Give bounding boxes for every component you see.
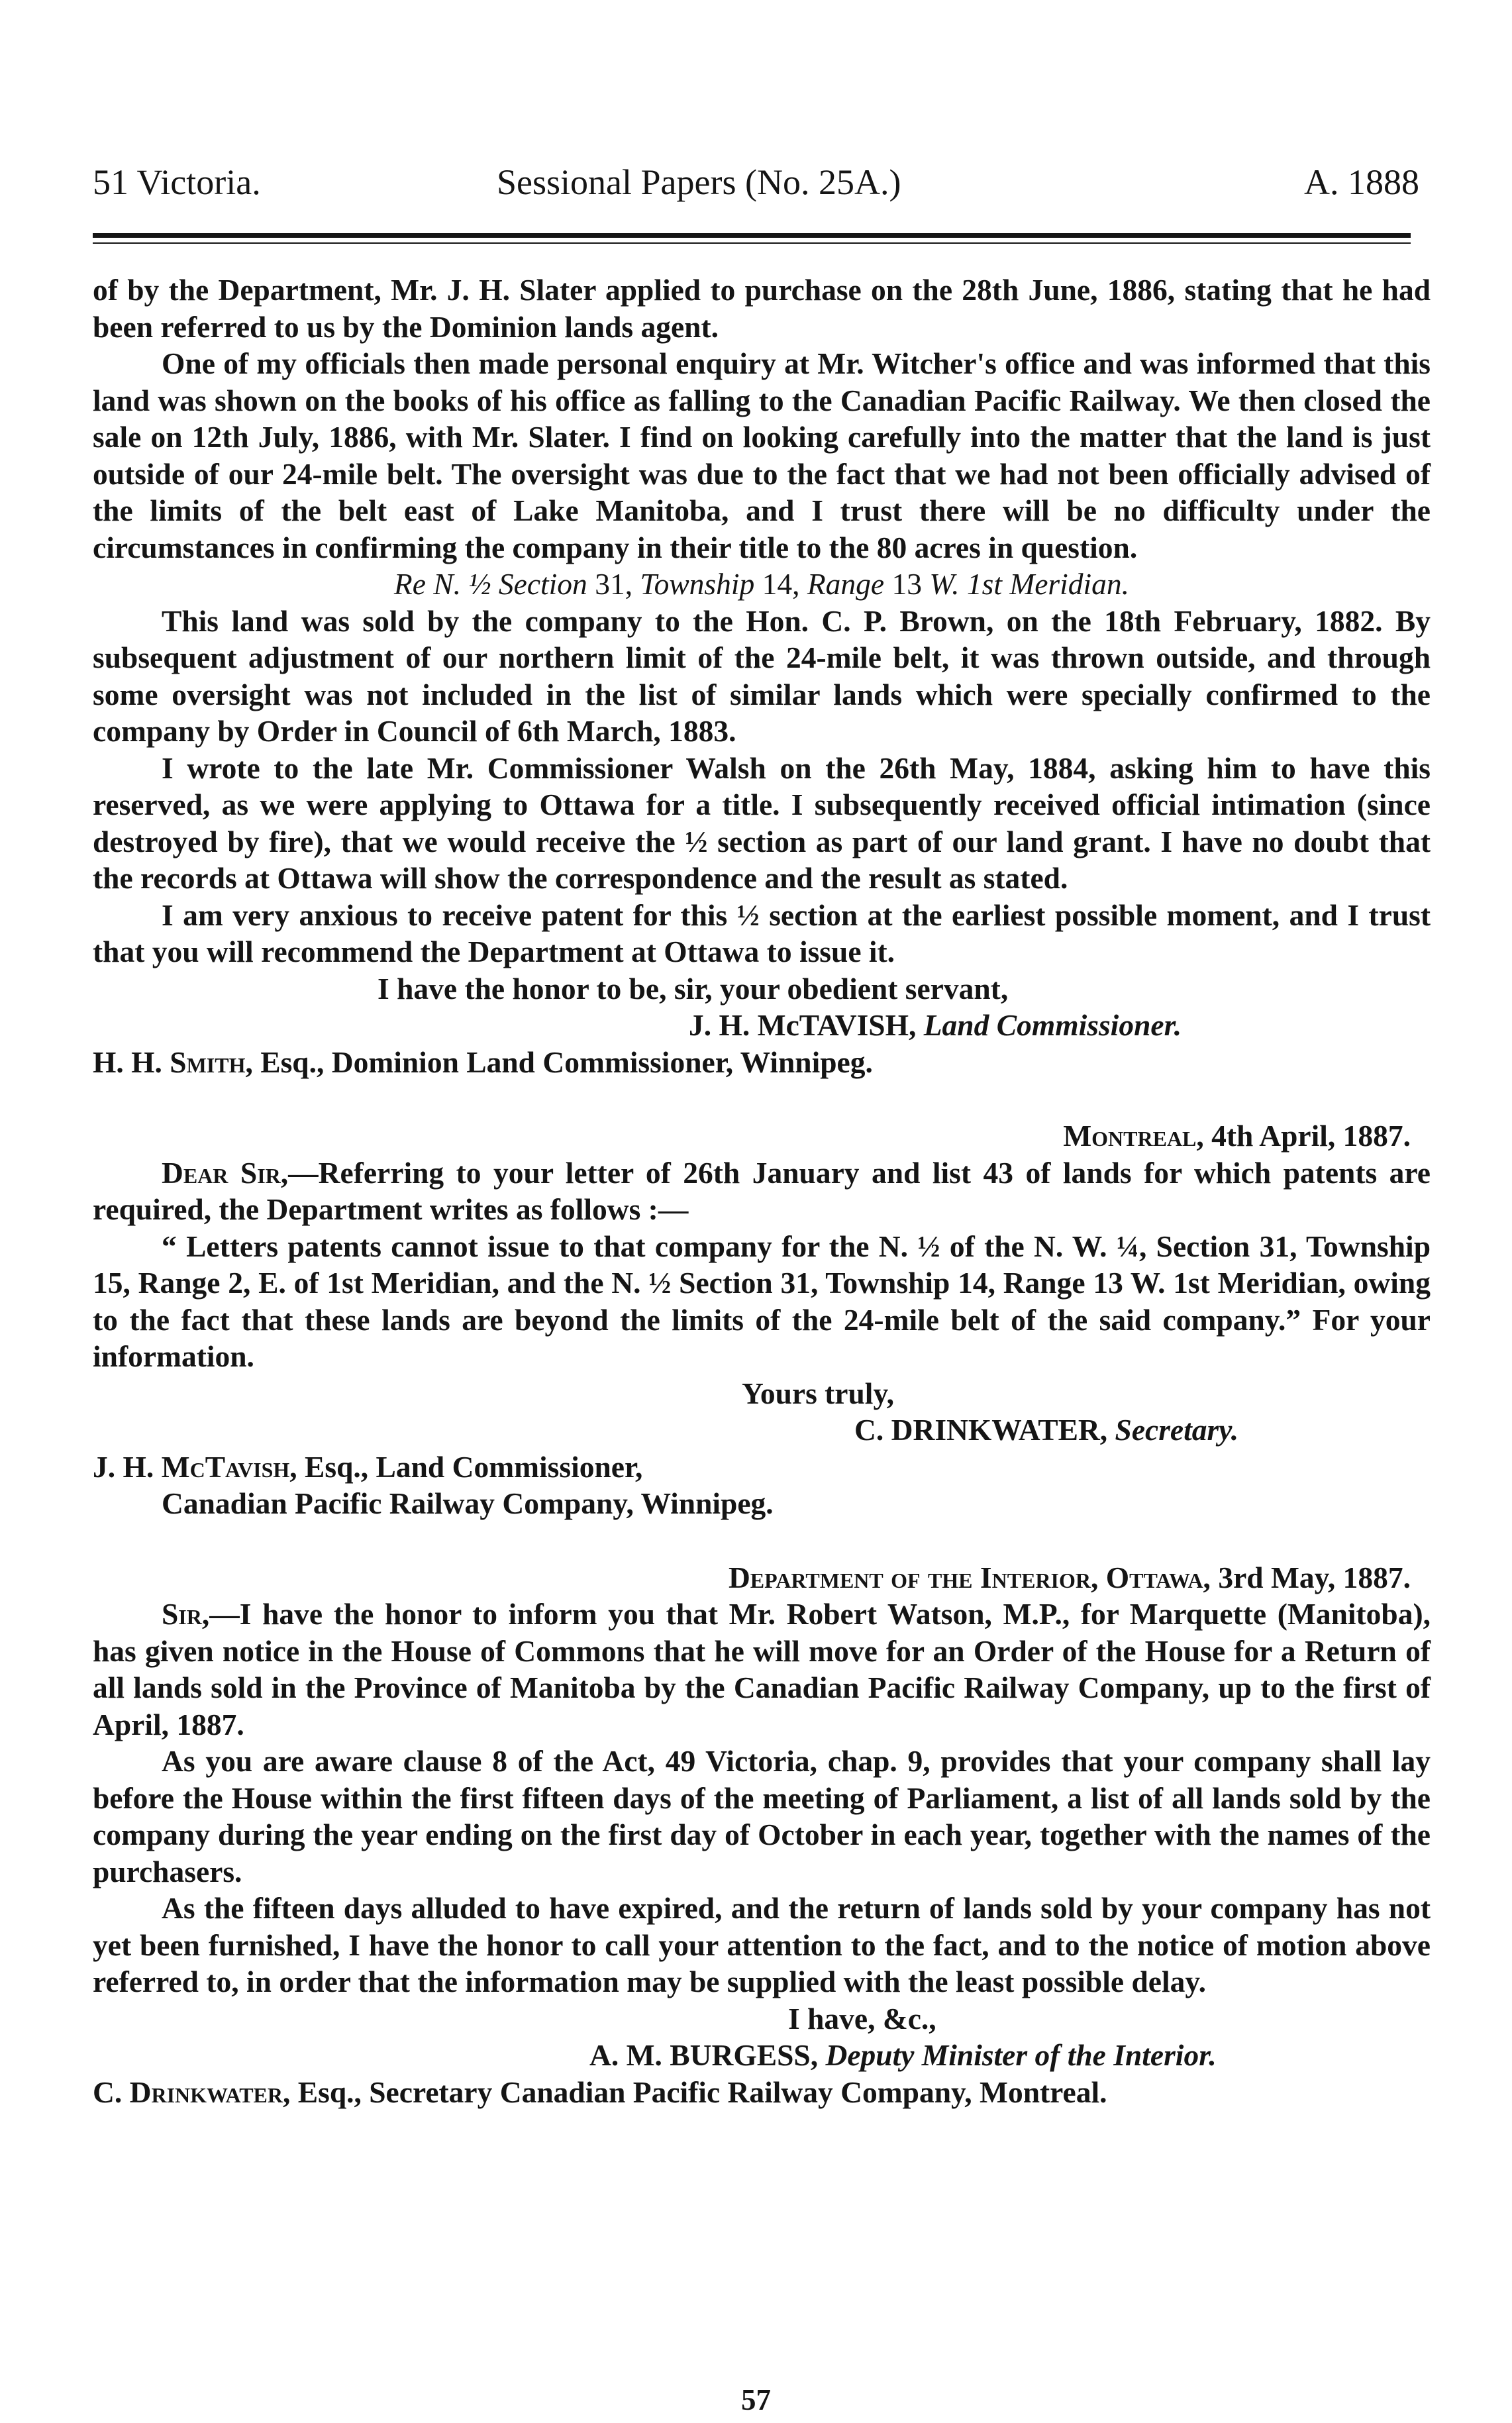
heading-part: Range: [807, 567, 885, 601]
salutation: Sir,: [162, 1597, 210, 1631]
header-paper-title: Sessional Papers (No. 25A.): [497, 162, 901, 202]
heading-part: 31,: [595, 567, 633, 601]
heading-part: 14,: [762, 567, 800, 601]
quoted-paragraph: “ Letters patents cannot issue to that company for the N. ½ of the N. W. ¼, Section 31, Township 15, Range 2, E. of 1st Meridian, and the N. ½ Section 31, Township 14, Range 13 W. 1st Meridian, owing to the fact that these lands are beyond the limits of the 24-mile belt of the said company.” For your information.: [93, 1229, 1431, 1373]
paragraph: I am very anxious to receive patent for this ½ section at the earliest possible moment, and I trust that you will recommend the Department at Ottawa to issue it.: [93, 898, 1431, 968]
heading-part: Re N. ½ Section: [393, 567, 587, 601]
header-session: 51 Victoria.: [93, 162, 261, 202]
salutation: Dear Sir,: [162, 1155, 289, 1190]
addressee-name: J. H. McTavish,: [93, 1449, 297, 1484]
header-rule: [93, 233, 1411, 238]
heading-part: W. 1st Meridian.: [929, 567, 1130, 601]
signature-title: Secretary.: [1115, 1413, 1239, 1447]
letter-closing: Yours truly,: [742, 1376, 895, 1410]
paragraph: One of my officials then made personal enquiry at Mr. Witcher's office and was informed that this land was shown on the books of his office as falling to the Canadian Pacific Railway. We then closed the sale on 12th July, 1886, with Mr. Slater. I find on looking carefully into the matter that the land is just outside of our 24-mile belt. The oversight was due to the fact that we had not been officially advised of the limits of the belt east of Lake Manitoba, and I trust there will be no difficulty under the circumstances in confirming the company in their title to the 80 acres in question.: [93, 346, 1431, 564]
addressee-rest: Esq., Land Commissioner,: [305, 1449, 643, 1484]
document-body: [93, 272, 1431, 2110]
dateline-place: Department of the Interior, Ottawa,: [728, 1560, 1211, 1594]
addressee-rest: Esq., Dominion Land Commissioner, Winnipeg.: [260, 1045, 873, 1079]
header-year: A. 1888: [1304, 162, 1419, 202]
paragraph-text: —Referring to your letter of 26th January and list 43 of lands for which patents are required, the Department writes as follows :—: [93, 1155, 1431, 1226]
dateline: [93, 1117, 1431, 1155]
signature-name: A. M. BURGESS,: [589, 2038, 819, 2072]
letter-closing: I have the honor to be, sir, your obedient servant,: [378, 971, 1009, 1005]
heading-part: 13: [891, 567, 923, 601]
addressee-rest: Esq., Secretary Canadian Pacific Railway Company, Montreal.: [297, 2075, 1107, 2109]
signature: [93, 1412, 1431, 1449]
addressee-line: Canadian Pacific Railway Company, Winnipeg.: [162, 1486, 774, 1520]
addressee: [93, 1044, 1431, 1081]
dateline-place: Montreal,: [1063, 1119, 1204, 1153]
paragraph: [93, 1155, 1431, 1228]
dateline-date: 3rd May, 1887.: [1218, 1560, 1411, 1594]
addressee-name: C. Drinkwater,: [93, 2075, 291, 2109]
signature-title: Land Commissioner.: [923, 1008, 1182, 1042]
addressee: [93, 2074, 1431, 2111]
signature: [93, 2037, 1431, 2074]
header-rule-thin: [93, 242, 1411, 244]
signature: [93, 1007, 1431, 1044]
paragraph: I wrote to the late Mr. Commissioner Walsh on the 26th May, 1884, asking him to have this reserved, as we were applying to Ottawa for a title. I subsequently received official intimation (since destroyed by fire), that we would receive the ½ section as part of our land grant. I have no doubt that the records at Ottawa will show the correspondence and the result as stated.: [93, 750, 1431, 895]
paragraph: [93, 1596, 1431, 1743]
dateline-date: 4th April, 1887.: [1211, 1119, 1411, 1153]
paragraph: This land was sold by the company to the Hon. C. P. Brown, on the 18th February, 1882. By subsequent adjustment of our northern limit of the 24-mile belt, it was thrown outside, and through some oversight was not included in the list of similar lands which were specially confirmed to the company by Order in Council of 6th March, 1883.: [93, 603, 1431, 748]
signature-name: J. H. McTAVISH,: [689, 1008, 917, 1042]
signature-name: C. DRINKWATER,: [854, 1413, 1108, 1447]
dateline: [93, 1559, 1431, 1596]
addressee-name: H. H. Smith,: [93, 1045, 253, 1079]
page-number: 57: [741, 2383, 771, 2416]
paragraph: As you are aware clause 8 of the Act, 49 Victoria, chap. 9, provides that your company shall lay before the House within the first fifteen days of the meeting of Parliament, a list of all lands sold by the company during the year ending on the first day of October in each year, together with the names of the purchasers.: [93, 1744, 1431, 1888]
signature-title: Deputy Minister of the Interior.: [825, 2038, 1217, 2072]
paragraph: As the fifteen days alluded to have expired, and the return of lands sold by your company has not yet been furnished, I have the honor to call your attention to the fact, and to the notice of motion above referred to, in order that the information may be supplied with the least possible delay.: [93, 1891, 1431, 1998]
section-heading: [93, 566, 1431, 603]
heading-part: Township: [640, 567, 755, 601]
paragraph: of by the Department, Mr. J. H. Slater applied to purchase on the 28th June, 1886, stating that he had been referred to us by the Dominion lands agent.: [93, 273, 1431, 344]
addressee: [93, 1449, 1431, 1486]
running-header: [0, 159, 1512, 205]
paragraph-text: —I have the honor to inform you that Mr. Robert Watson, M.P., for Marquette (Manitoba), has given notice in the House of Commons that he will move for an Order of the House for a Return of all lands sold in the Province of Manitoba by the Canadian Pacific Railway Company, up to the first of April, 1887.: [93, 1597, 1431, 1741]
letter-closing: I have, &c.,: [788, 2001, 936, 2036]
